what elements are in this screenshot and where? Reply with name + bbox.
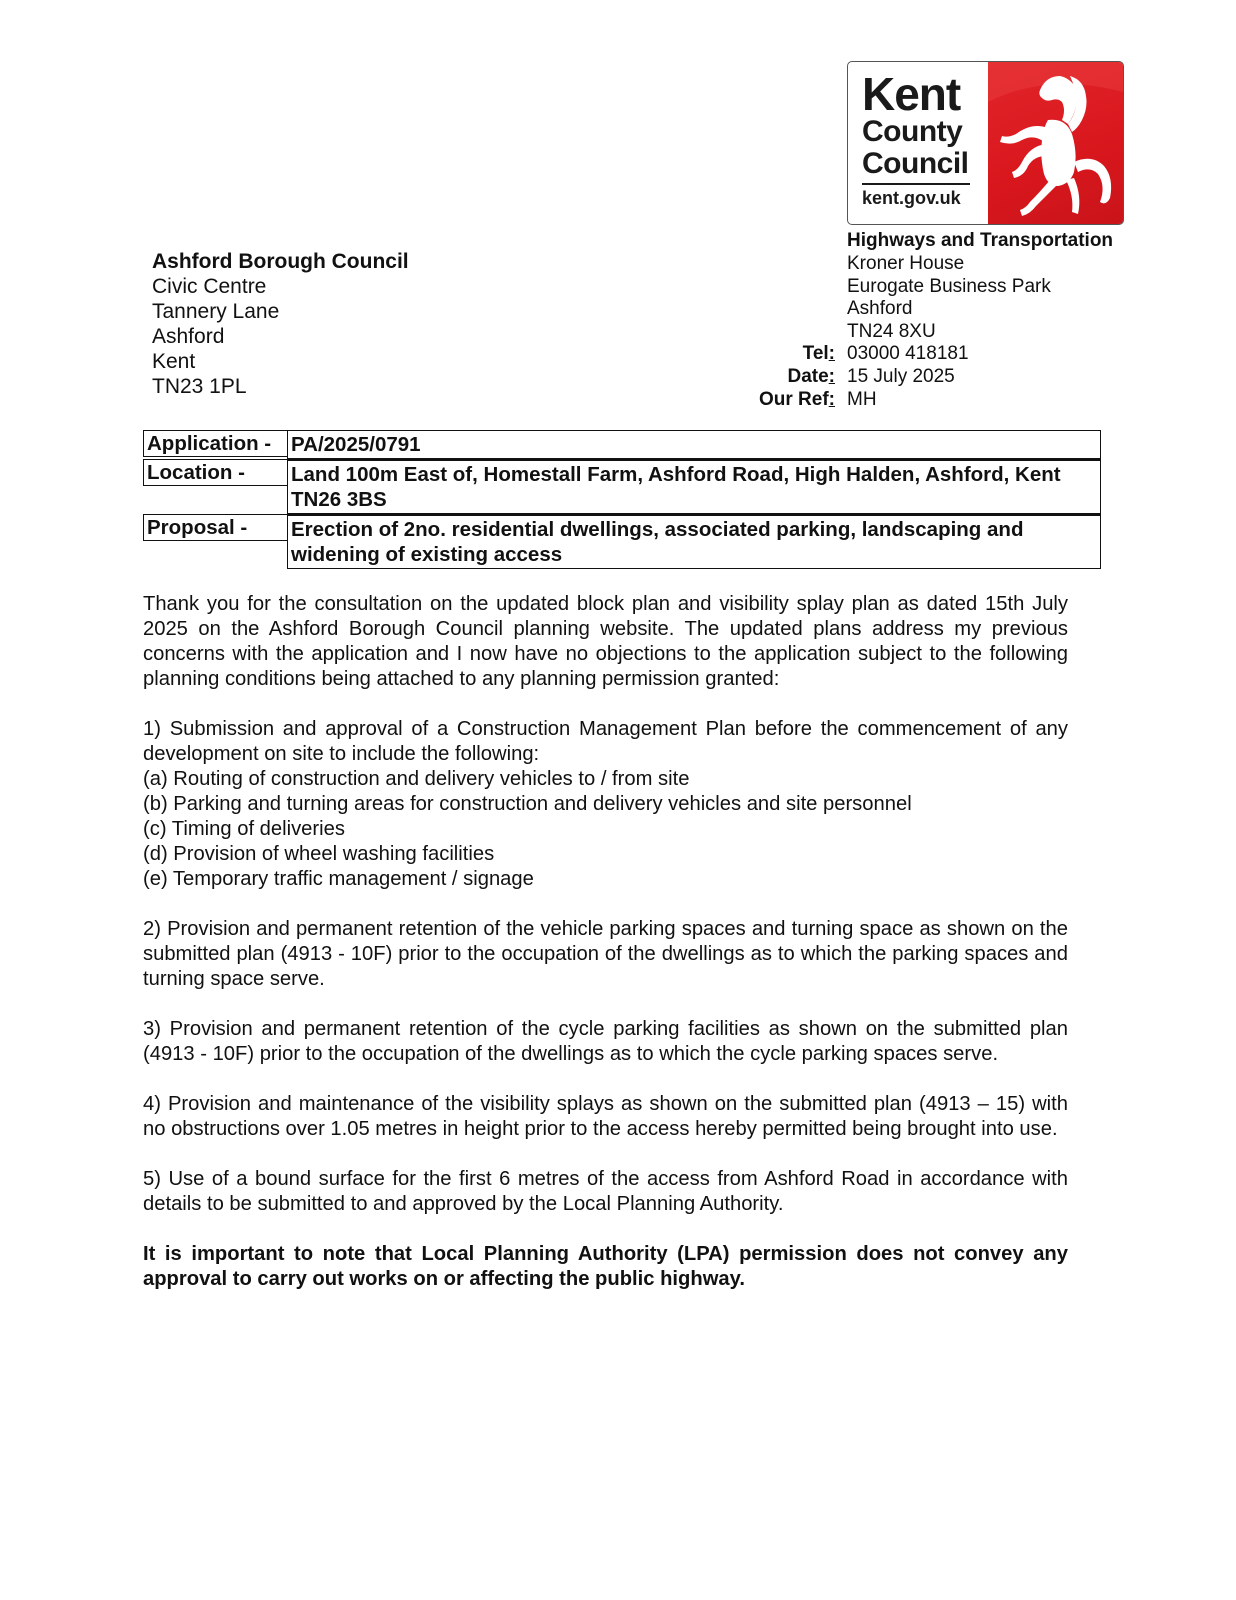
condition-1-item: (b) Parking and turning areas for construction and delivery vehicles and site personnel [143, 793, 912, 815]
highway-approval-note: It is important to note that Local Planning Authority (LPA) permission does not convey any approval to carry out works on or affecting the public highway. [143, 1243, 1068, 1290]
meta-tel-row [740, 343, 969, 366]
condition-1-text: 1) Submission and approval of a Construction Management Plan before the commencement of any development on site to include the following: [143, 718, 1068, 765]
logo-line-kent: Kent [862, 68, 961, 120]
meta-tel-label: Tel: [802, 343, 835, 364]
logo-line-council: Council [862, 147, 969, 180]
location-label-cell: Location - [143, 459, 287, 514]
recipient-organisation: Ashford Borough Council [152, 250, 409, 273]
meta-date-row [740, 366, 969, 389]
application-reference: PA/2025/0791 [287, 430, 1101, 459]
logo-line-county: County [862, 115, 963, 148]
application-row [143, 430, 1101, 459]
condition-1-item: (c) Timing of deliveries [143, 818, 345, 840]
sender-address-line: Eurogate Business Park [847, 275, 1051, 297]
recipient-address-line: TN23 1PL [152, 375, 247, 398]
recipient-address-line: Tannery Lane [152, 300, 280, 323]
condition-1-item: (e) Temporary traffic management / signage [143, 868, 534, 890]
letter-meta [740, 343, 969, 411]
proposal-row [143, 514, 1101, 569]
condition-1-item: (a) Routing of construction and delivery vehicles to / from site [143, 768, 690, 790]
meta-date-value: 15 July 2025 [847, 365, 955, 387]
sender-address-line: Ashford [847, 298, 913, 320]
logo-divider [862, 183, 970, 185]
recipient-address-line: Ashford [152, 325, 225, 348]
kcc-logo [847, 61, 1124, 225]
logo-emblem-panel [988, 62, 1123, 224]
meta-tel-value: 03000 418181 [847, 343, 969, 364]
sender-address-line: TN24 8XU [847, 321, 936, 343]
recipient-address-line: Kent [152, 350, 196, 373]
application-details-table [143, 430, 1101, 569]
application-label-cell: Application - [143, 430, 287, 459]
sender-address [847, 230, 1113, 344]
meta-ref-row [740, 389, 969, 412]
recipient-address-line: Civic Centre [152, 275, 267, 298]
proposal-label-cell: Proposal - [143, 514, 287, 569]
condition-3: 3) Provision and permanent retention of the cycle parking facilities as shown on the submitted plan (4913 - 10F) prior to the occupation of the dwellings as to which the cycle parking spaces serve. [143, 1018, 1068, 1065]
condition-2: 2) Provision and permanent retention of the vehicle parking spaces and turning space as shown on the submitted plan (4913 - 10F) prior to the occupation of the dwellings as to which the parking spaces and turning space serve. [143, 918, 1068, 990]
condition-5: 5) Use of a bound surface for the first 6 metres of the access from Ashford Road in accordance with details to be submitted to and approved by the Local Planning Authority. [143, 1168, 1068, 1215]
recipient-address [152, 249, 409, 399]
sender-address-line: Kroner House [847, 252, 965, 274]
logo-wordmark [848, 62, 988, 224]
condition-1-item: (d) Provision of wheel washing facilities [143, 843, 495, 865]
meta-ref-value: MH [847, 388, 877, 410]
sender-department: Highways and Transportation [847, 230, 1114, 251]
logo-url: kent.gov.uk [862, 188, 961, 208]
intro-paragraph: Thank you for the consultation on the updated block plan and visibility splay plan as dated 15th July 2025 on the Ashford Borough Council planning website. The updated plans address my previous concerns with the application and I now have no objections to the application subject to the following planning conditions being attached to any planning permission granted: [143, 593, 1068, 690]
meta-ref-label: Our Ref: [758, 388, 835, 410]
white-horse-icon [988, 62, 1123, 224]
proposal-value: Erection of 2no. residential dwellings, associated parking, landscaping and widening of existing access [287, 514, 1101, 569]
condition-4: 4) Provision and maintenance of the visibility splays as shown on the submitted plan (4913 – 15) with no obstructions over 1.05 metres in height prior to the access hereby permitted being brought into use. [143, 1093, 1068, 1140]
location-row [143, 459, 1101, 514]
condition-1 [143, 717, 1068, 892]
location-value: Land 100m East of, Homestall Farm, Ashford Road, High Halden, Ashford, Kent TN26 3BS [287, 459, 1101, 514]
letter-body [143, 592, 1068, 1317]
meta-date-label: Date: [787, 365, 835, 387]
